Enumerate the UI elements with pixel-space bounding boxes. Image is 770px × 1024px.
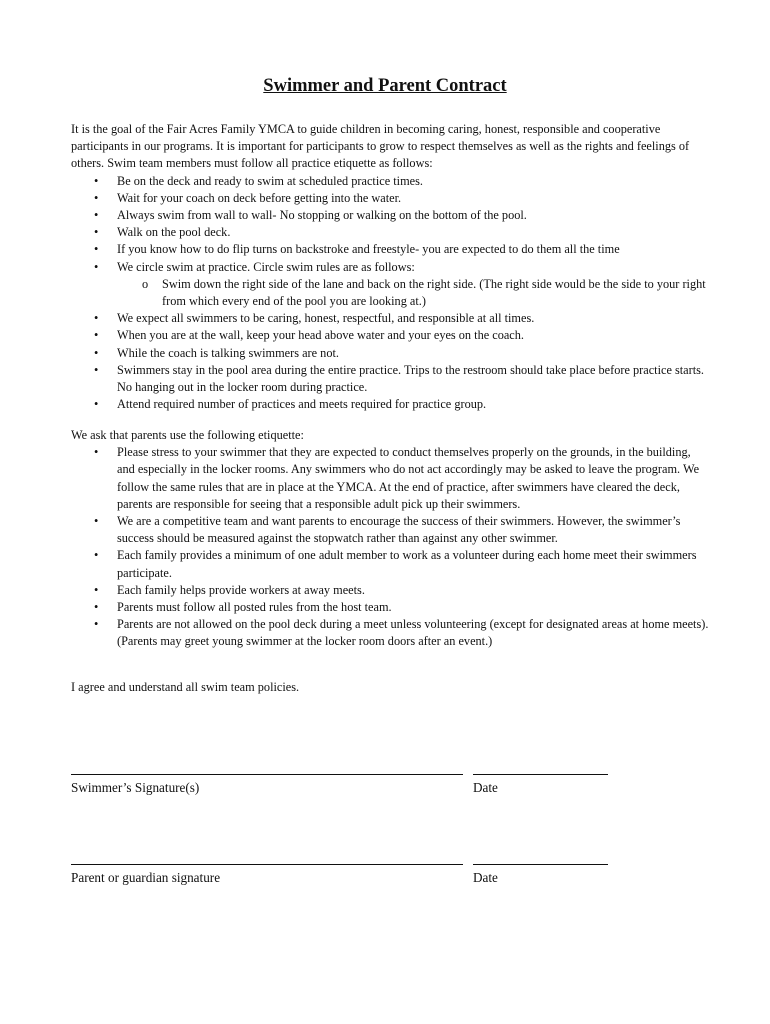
parent-etiquette-section xyxy=(71,427,711,651)
parent-date-line[interactable] xyxy=(473,864,608,865)
list-item: • Each family provides a minimum of one adult member to work as a volunteer during each home meet their swimmers participate. xyxy=(71,547,711,581)
list-item: • Parents are not allowed on the pool deck during a meet unless volunteering (except for designated areas at home meets). (Parents may greet young swimmer at the locker room doors after an event.) xyxy=(71,616,711,650)
list-item: • While the coach is talking swimmers are not. xyxy=(71,345,711,362)
swimmer-rules-list xyxy=(71,173,711,414)
parent-date-label: Date xyxy=(473,870,498,885)
list-item: • We expect all swimmers to be caring, honest, respectful, and responsible at all times. xyxy=(71,310,711,327)
list-item: • When you are at the wall, keep your head above water and your eyes on the coach. xyxy=(71,327,711,344)
parent-signature-label: Parent or guardian signature xyxy=(71,870,221,885)
list-item: • Walk on the pool deck. xyxy=(71,224,711,241)
list-item: • Be on the deck and ready to swim at scheduled practice times. xyxy=(71,173,711,190)
swimmer-etiquette-section xyxy=(71,121,711,413)
page-title: Swimmer and Parent Contract xyxy=(263,76,507,96)
list-item: • Please stress to your swimmer that they are expected to conduct themselves properly on the grounds, in the building, and especially in the locker rooms. Any swimmers who do not act accordingly may be asked to leave the program. We follow the same rules that are in place at the YMCA. At the end of practice, after swimmers have cleared the deck, parents are responsible for seeing that a responsible adult pick up their swimmers. xyxy=(71,444,711,513)
parent-rules-list xyxy=(71,444,711,650)
parents-intro: We ask that parents use the following etiquette: xyxy=(71,428,304,442)
sub-list-item: o Swim down the right side of the lane and back on the right side. (The right side would be the side to your right from which every end of the pool you are looking at.) xyxy=(117,276,711,310)
swimmer-signature-label: Swimmer’s Signature(s) xyxy=(71,780,200,795)
circle-swim-sublist xyxy=(117,276,711,310)
swimmer-signature-line[interactable] xyxy=(71,774,463,775)
list-item: • Attend required number of practices and meets required for practice group. xyxy=(71,396,711,413)
swimmer-date-line[interactable] xyxy=(473,774,608,775)
list-item-circle-swim xyxy=(71,259,711,311)
list-item-text: We circle swim at practice. Circle swim rules are as follows: xyxy=(117,259,415,274)
list-item: • Parents must follow all posted rules from the host team. xyxy=(71,599,711,616)
swimmer-date-label: Date xyxy=(473,780,498,795)
list-item: • We are a competitive team and want parents to encourage the success of their swimmers. However, the swimmer’s success should be measured against the stopwatch rather than against any other swimmer. xyxy=(71,513,711,547)
list-item: • Each family helps provide workers at away meets. xyxy=(71,582,711,599)
intro-paragraph: It is the goal of the Fair Acres Family YMCA to guide children in becoming caring, honest, responsible and cooperative participants in our programs. It is important for participants to grow to respect themselves as well as the rights and feelings of others. Swim team members must follow all practice etiquette as follows: xyxy=(71,122,690,171)
list-item: • Wait for your coach on deck before getting into the water. xyxy=(71,190,711,207)
list-item: • Always swim from wall to wall- No stopping or walking on the bottom of the pool. xyxy=(71,207,711,224)
agreement-statement: I agree and understand all swim team policies. xyxy=(71,680,300,694)
list-item: • If you know how to do flip turns on backstroke and freestyle- you are expected to do them all the time xyxy=(71,241,711,258)
list-item: • Swimmers stay in the pool area during the entire practice. Trips to the restroom should take place before practice starts. No hanging out in the locker room during practice. xyxy=(71,362,711,396)
parent-signature-line[interactable] xyxy=(71,864,463,865)
